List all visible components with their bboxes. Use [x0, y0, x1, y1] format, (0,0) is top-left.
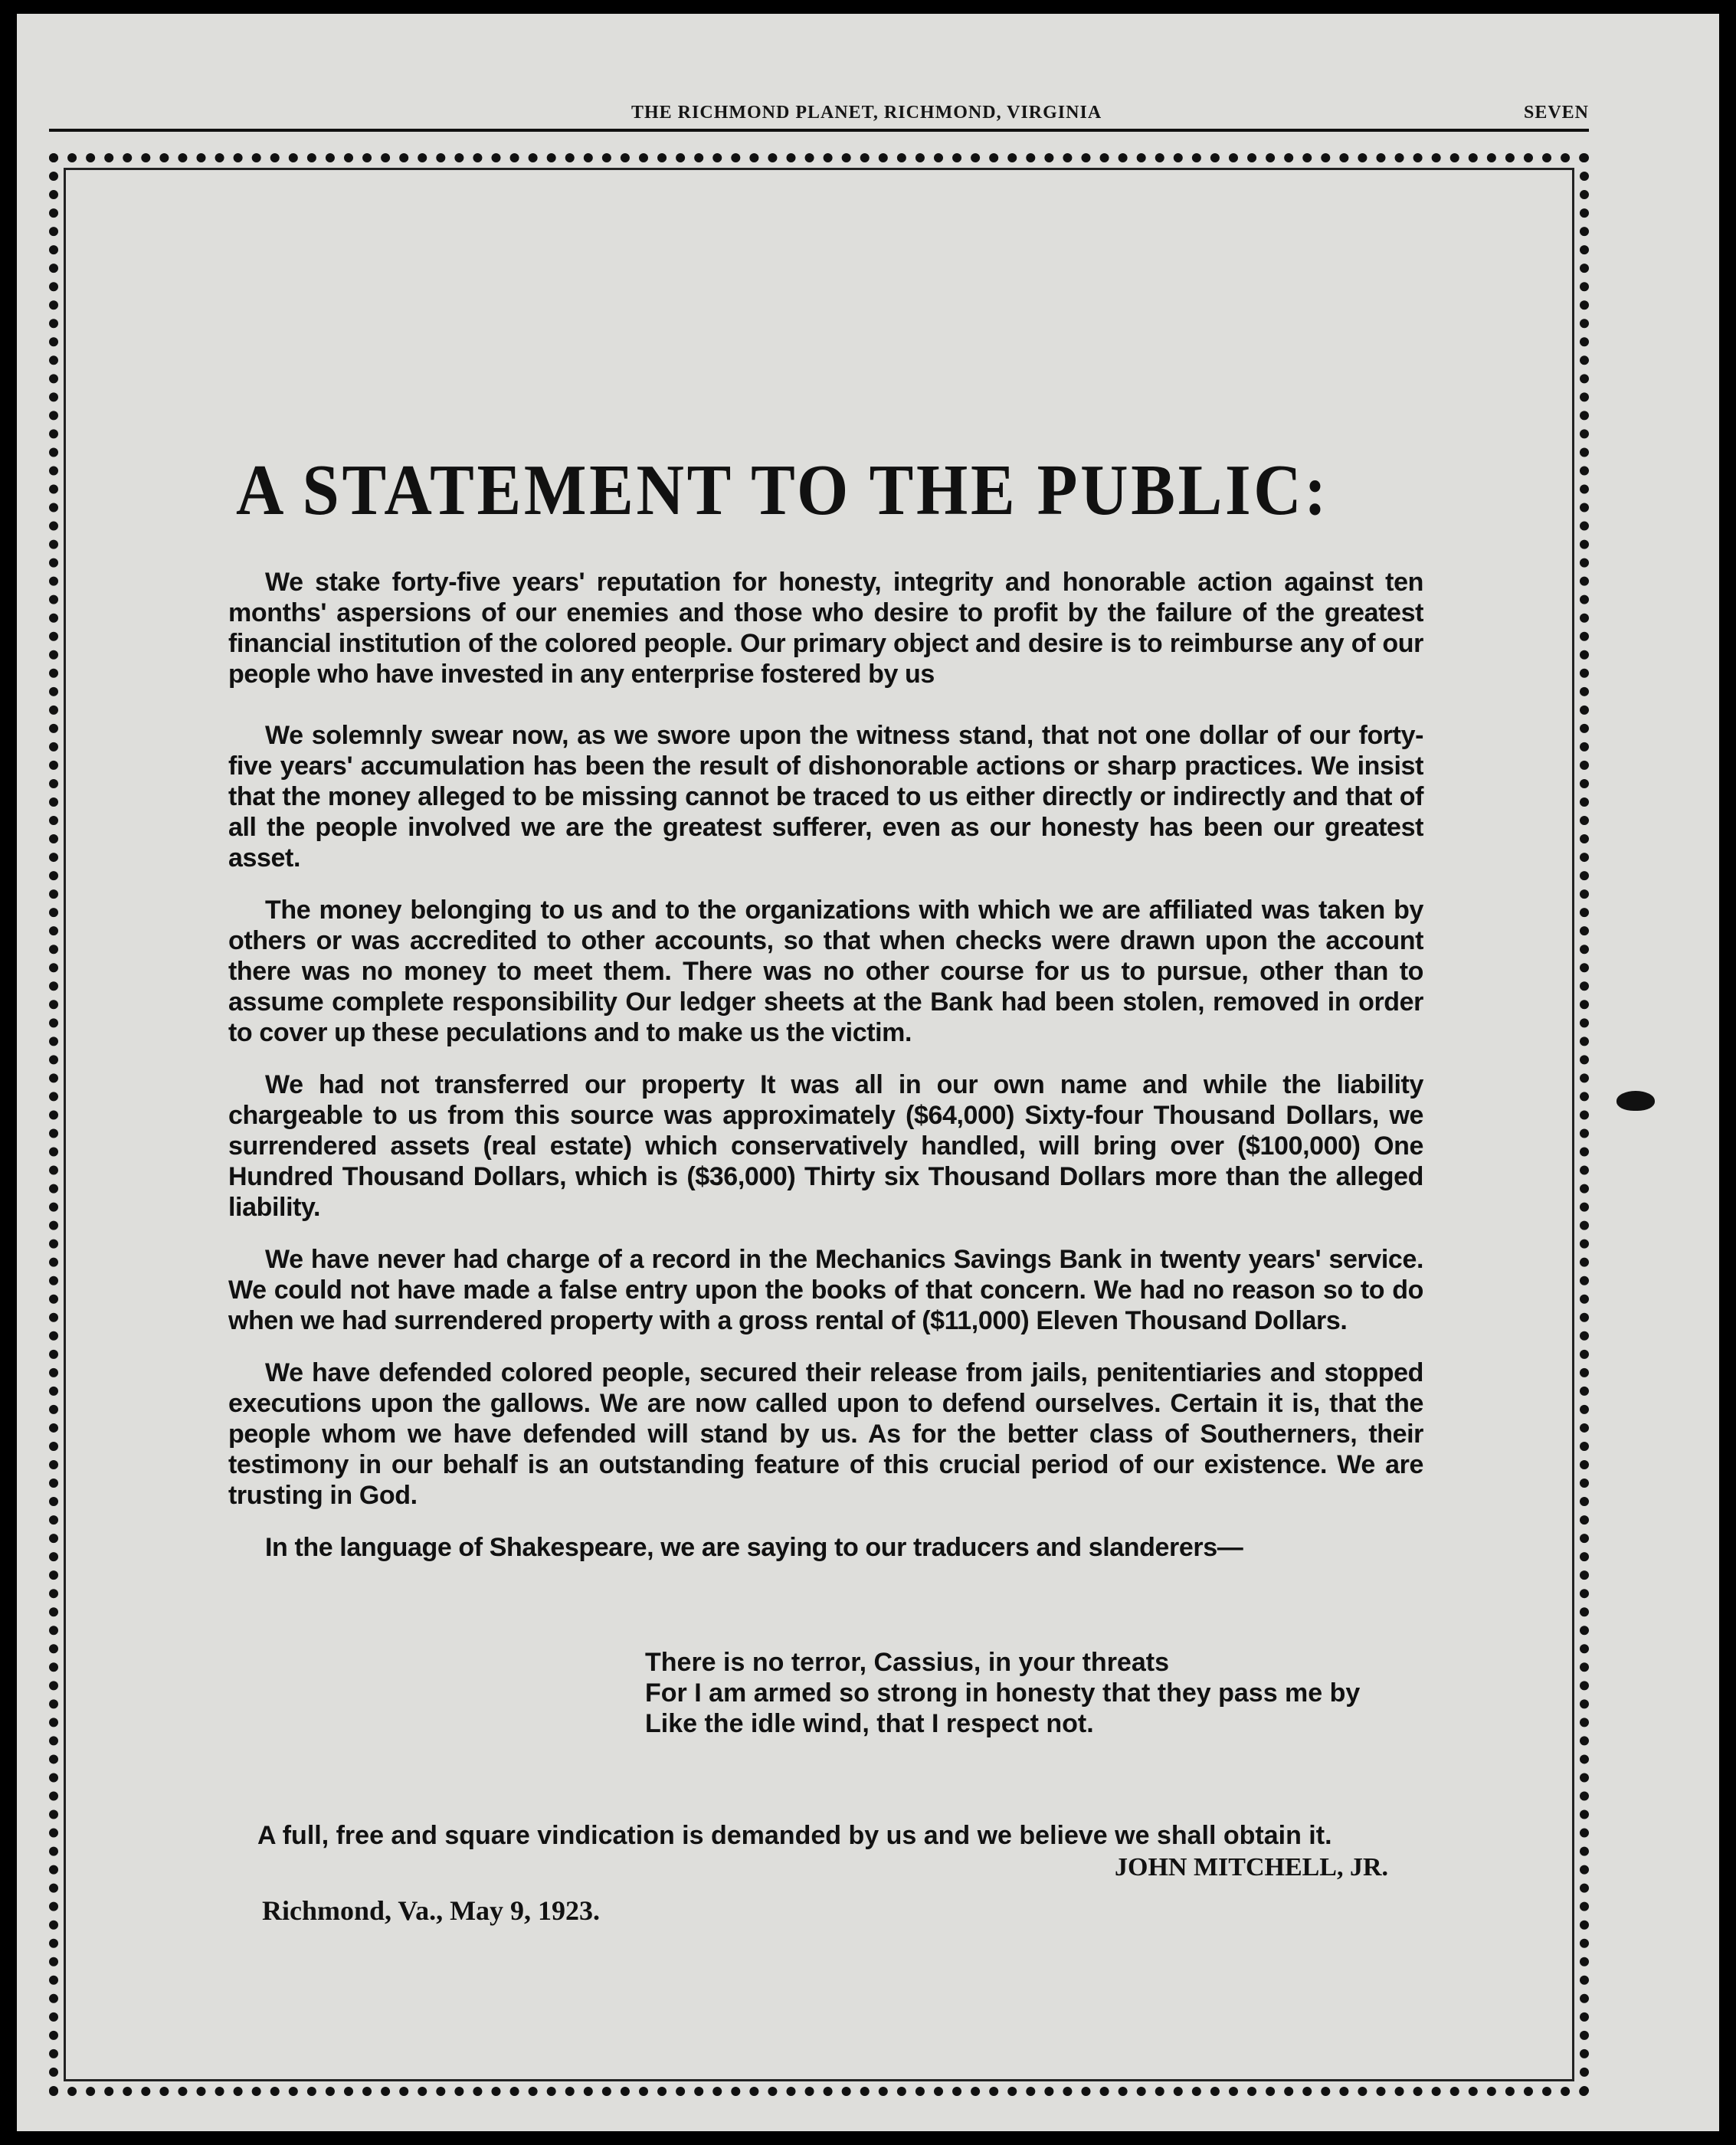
quote-line: For I am armed so strong in honesty that they pass me by [645, 1678, 1361, 1708]
paragraph: In the language of Shakespeare, we are saying to our traducers and slanderers— [265, 1533, 1243, 1562]
signature: JOHN MITCHELL, JR. [1115, 1853, 1389, 1881]
paragraph: We had not transferred our property It was all in our own name and while the liability chargeable to us from this source was approximately ($64,000) Sixty-four Thousand Dollars, we surrendered assets (real estate) which conservatively handled, will bring over ($100,000) One Hundred Thousand Dollars, which is ($36,000) Thirty six Thousand Dollars more than the alleged liability. [228, 1070, 1423, 1222]
newspaper-title: THE RICHMOND PLANET, RICHMOND, VIRGINIA [631, 103, 1102, 123]
page-number: SEVEN [1523, 103, 1589, 123]
statement-article [228, 452, 1423, 1926]
paragraph: We have never had charge of a record in the Mechanics Savings Bank in twenty years' service. We could not have made a false entry upon the books of that concern. We had no reason so to do when we had surrendered property with a gross rental of ($11,000) Eleven Thousand Dollars. [228, 1245, 1423, 1335]
paragraph: We have defended colored people, secured their release from jails, penitentiaries and stopped executions upon the gallows. We are now called upon to defend ourselves. Certain it is, that the people whom we have defended will stand by us. As for the better class of Southerners, their testimony in our behalf is an outstanding feature of this crucial period of our existence. We are trusting in God. [228, 1358, 1423, 1510]
headline: A STATEMENT TO THE PUBLIC: [236, 450, 1329, 530]
paragraph: We stake forty-five years' reputation for honesty, integrity and honorable action against ten months' aspersions of our enemies and those who desire to profit by the failure of the greatest financial institution of the colored people. Our primary object and desire is to reimburse any of our people who have invested in any enterprise fostered by us [228, 568, 1423, 689]
quote-line: Like the idle wind, that I respect not. [645, 1709, 1094, 1738]
masthead [49, 95, 1589, 132]
ink-blot [1616, 1091, 1655, 1111]
shakespeare-quote [645, 1647, 1423, 1739]
paragraph: We solemnly swear now, as we swore upon the witness stand, that not one dollar of our forty-five years' accumulation has been the result of dishonorable actions or sharp practices. We insist that the money alleged to be missing cannot be traced to us either directly or indirectly and that of all the people involved we are the greatest sufferer, even as our honesty has been our greatest asset. [228, 721, 1423, 873]
paragraph: The money belonging to us and to the organizations with which we are affiliated was taken by others or was accredited to other accounts, so that when checks were drawn upon the account there was no money to meet them. There was no other course for us to pursue, other than to assume complete responsibility Our ledger sheets at the Bank had been stolen, removed in order to cover up these peculations and to make us the victim. [228, 896, 1423, 1047]
newspaper-page [17, 14, 1719, 2131]
quote-line: There is no terror, Cassius, in your threats [645, 1648, 1169, 1677]
dateline: Richmond, Va., May 9, 1923. [262, 1895, 601, 1926]
closing-statement: A full, free and square vindication is demanded by us and we believe we shall obtain it. [257, 1821, 1332, 1850]
